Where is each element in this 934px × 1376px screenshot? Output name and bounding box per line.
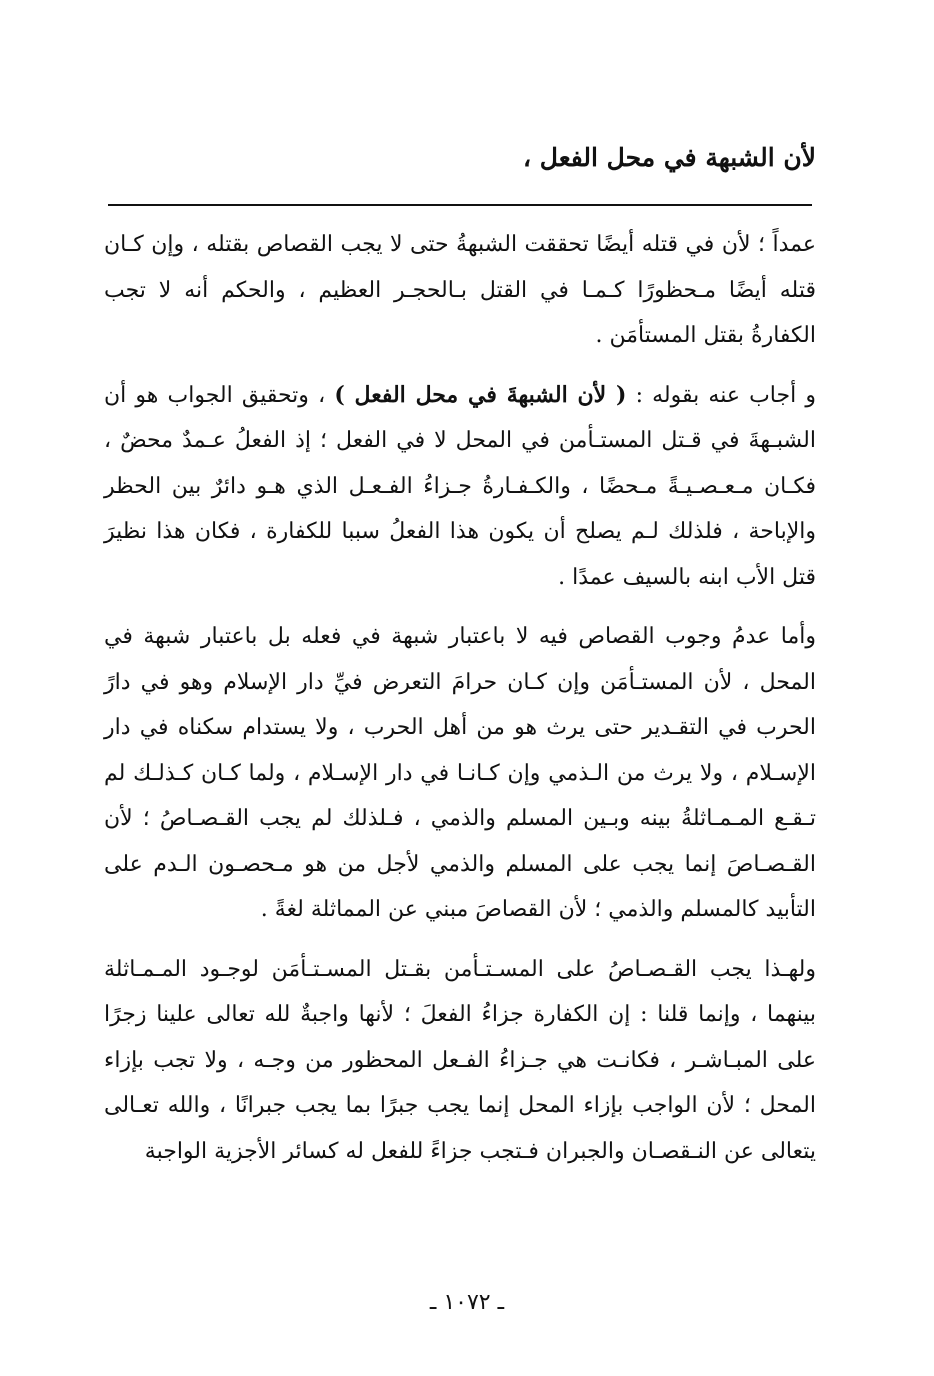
paragraph-4	[104, 947, 816, 1175]
paragraph-1	[104, 222, 816, 359]
paragraph-2	[104, 373, 816, 601]
matn-commentary-divider	[108, 204, 812, 206]
paragraph-text: ولهـذا يجب القـصـاصُ على المسـتـأمن بقـتل المسـتـأمَن لوجـود المـمـاثلة بينهما ، وإنما قلنا : إن الكفارة جزاءُ الفعلَ ؛ لأنها واجبةٌ لله تعالى علينا زجرًا على المبـاشـر ، فكانـت هي جـزاءُ الفـعل المحظور من وجـه ، ولا تجب بإزاء المحل ؛ لأن الواجب بإزاء المحل إنما يجب جبرًا بما يجب جبرانًا ، والله تعـالى يتعالى عن النـقصـان والجبران فـتجب جزاءً للفعل له كسائر الأجزية الواجبة	[104, 956, 816, 1164]
paragraph-text-before-quote: و أجاب عنه بقوله :	[626, 382, 816, 408]
paragraph-text: وأما عدمُ وجوب القصاص فيه لا باعتبار شبهة في فعله بل باعتبار شبهة في المحل ، لأن المستـأمَن وإن كـان حرامَ التعرض فيِّ دار الإسلام وهو في دارً الحرب في التقـدير حتى يرث هو من أهل الحرب ، ولا يستدام سكناه في دار الإسـلام ، ولا يرث من الـذمي وإن كـانـا في دار الإسـلام ، ولما كـان كـذلـك لم تـقـع المـمـاثلةُ بينه وبـين المسلم والذمي ، فـلذلك لم يجب القـصـاصُ ؛ لأن القـصـاصَ إنما يجب على المسلم والذمي لأجل من هو مـحصـون الـدم على التأبيد كالمسلم والذمي ؛ لأن القصاصَ مبني عن المماثلة لغةً .	[104, 624, 816, 922]
paragraph-text: عمداً ؛ لأن في قتله أيضًا تحققت الشبهةُ حتى لا يجب القصاص بقتله ، وإن كـان قتله أيضًا مـحظورًا كـمـا في القتل بـالحجـر العظيم ، والحكم أنه لا تجب الكفارةُ بقتل المستأمَن .	[104, 232, 817, 348]
commentary-body	[104, 222, 816, 1188]
paragraph-3	[104, 614, 816, 933]
paragraph-text-after-quote: ، وتحقيق الجواب هو أن الشبـهةَ في قـتل المستـأمن في المحل لا في الفعل ؛ إذ الفعلُ عـمدٌ محضٌ ، فكـان مـعـصـيـةً مـحضًا ، والكـفـارةُ جـزاءُ الفـعـل الذي هـو دائرٌ بين الحظر والإباحة ، فلذلك لـم يصلح أن يكون هذا الفعلُ سببا للكفارة ، فكان هذا نظيرَ قتل الأب ابنه بالسيف عمدًا .	[104, 382, 816, 590]
page-number: ـ ١٠٧٢ ـ	[429, 1290, 505, 1315]
quoted-matn-phrase: ( لأن الشبهةَ في محل الفعل )	[334, 381, 627, 408]
matn-heading: لأن الشبهة في محل الفعل ،	[523, 143, 816, 172]
